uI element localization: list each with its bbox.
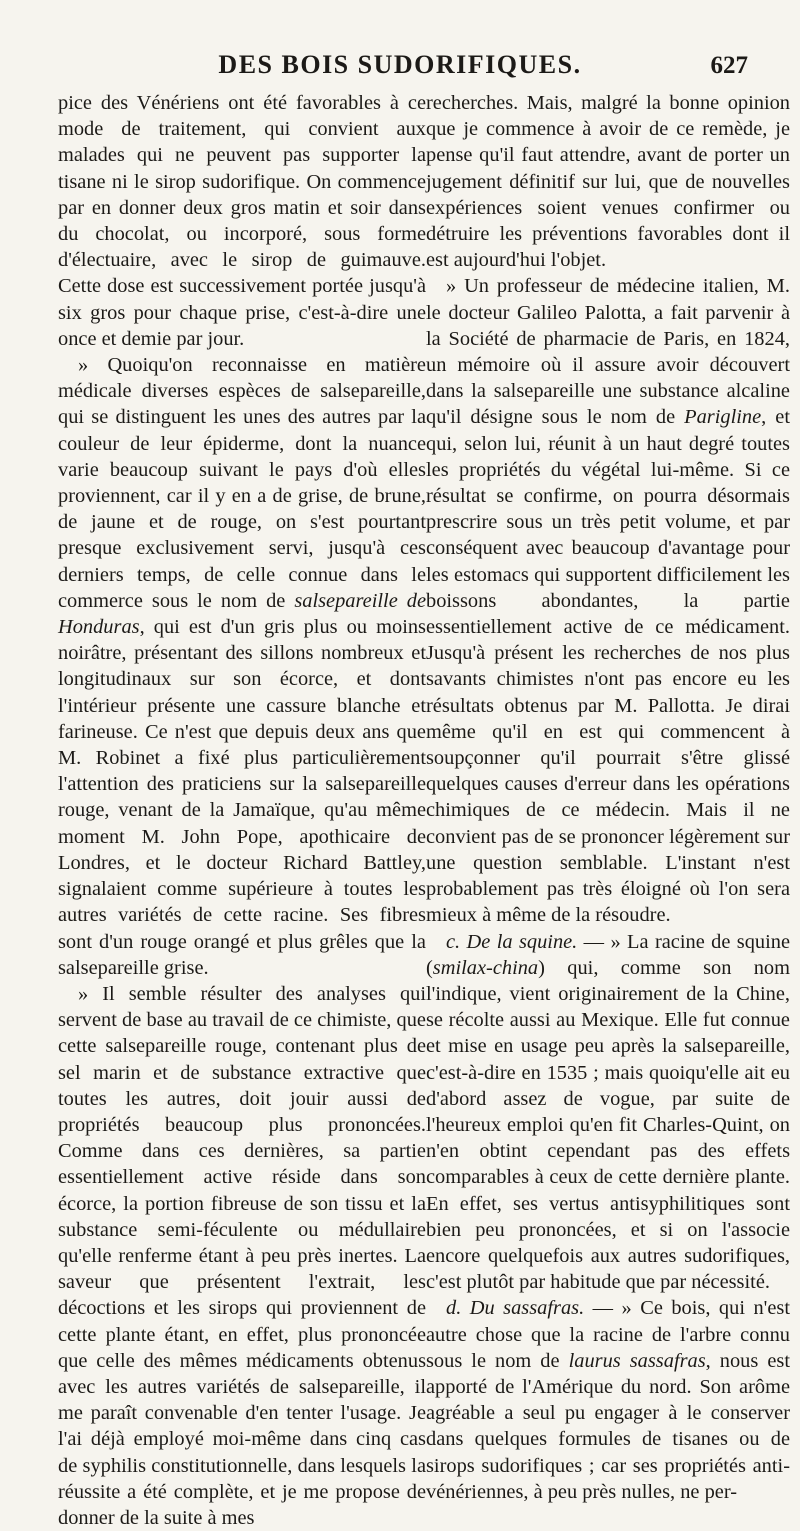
species-name: salsepareille de Honduras — [58, 589, 426, 639]
paragraph — [426, 90, 790, 273]
species-name: smilax-china — [432, 956, 539, 979]
paragraph — [58, 981, 426, 1531]
paragraph-text: ) qui, comme son nom l'indique, vient originairement de la Chine, se récolte aussi au Mexique. Elle fut connue et mise en usage peu après la salsepareille, c'est-à-dire en 1535 ; mais quoiqu'elle ait eu d'abord assez de vogue, par suite de l'heureux emploi qu'en fit Charles-Quint, on n'en obtint cependant pas des effets comparables à ceux de cette dernière plante. En effet, ses vertus antisyphilitiques sont bien peu prononcées, et si on l'associe encore quelquefois aux autres sudorifiques, c'est plutôt par habitude que par nécessité. — [426, 956, 790, 1294]
paragraph — [426, 273, 790, 928]
paragraph-text: pice des Vénériens ont été favorables à ce mode de traitement, qui convient aux malades qui ne peuvent pas supporter la tisane ni le sirop sudorifique. On commence par en donner deux gros matin et soir dans du chocolat, ou incorporé, sous forme d'électuaire, avec le sirop de guimauve. Cette dose est successivement portée jusqu'à six gros pour chaque prise, c'est-à-dire une once et demie par jour. — [58, 92, 426, 350]
page-header — [0, 48, 800, 84]
left-column — [58, 90, 426, 1531]
paragraph-text: » Il semble résulter des analyses qui servent de base au travail de ce chimiste, que cette salsepareille rouge, contenant plus de sel marin et de substance extractive que toutes les autres, doit jouir aussi de propriétés beaucoup plus prononcées. Comme dans ces dernières, sa partie essentiellement active réside dans son écorce, la portion fibreuse de son tissu et la substance semi-féculente ou médullaire qu'elle renferme étant à peu près inertes. La saveur que présentent l'extrait, les décoctions et les sirops qui proviennent de cette plante étant, en effet, plus prononcée que celle des mêmes médicaments obtenus avec les autres variétés de salsepareille, il me paraît convenable d'en tenter l'usage. Je l'ai déjà employé moi-même dans cinq cas de syphilis constitutionnelle, dans lesquels la réussite a été complète, et je me propose de donner de la suite à mes — [58, 982, 426, 1529]
section-label: d. Du sassafras. — [446, 1297, 585, 1320]
page-number: 627 — [710, 52, 748, 79]
species-name: laurus sassafras — [568, 1349, 706, 1372]
right-column — [426, 90, 790, 1505]
paragraph — [58, 90, 426, 352]
paragraph-text: » Quoiqu'on reconnaisse en matière médicale diverses espèces de salsepareille, qui se distinguent les unes des autres par la couleur de leur épiderme, dont la nuance varie beaucoup suivant le pays d'où elles proviennent, car il y en a de grise, de brune, de jaune et de rouge, on s'est pourtant presque exclusivement servi, jusqu'à ces derniers temps, de celle connue dans le commerce sous le nom de — [58, 354, 426, 612]
paragraph — [426, 929, 790, 1296]
paragraph — [58, 352, 426, 981]
paragraph-text: , et qui, selon lui, réunit à un haut degré toutes les propriétés du végétal lui-même. Si ce résultat se confirme, on pourra désormais prescrire sous un très petit volume, et par conséquent avec beaucoup d'avantage pour les estomacs qui supportent difficilement les boissons abondantes, la partie essentiellement active de ce médicament. Jusqu'à présent les recherches de nos plus savants chimistes n'ont pas encore eu les résultats obtenus par M. Pallotta. Je dirai même qu'il en est qui commencent à soupçonner qu'il pourrait s'être glissé quelques causes d'erreur dans les opérations chimiques de ce médecin. Mais il ne convient pas de se prononcer légèrement sur une question semblable. L'instant n'est probablement pas très éloigné où l'on sera mieux à même de la résoudre. — [426, 406, 790, 927]
paragraph-text: — » La racine de squine ( — [426, 930, 790, 979]
section-label: c. De la squine. — [446, 930, 578, 953]
paragraph-text: , qui est d'un gris plus ou moins noirâtre, présentant des sillons nombreux et longitudinaux sur son écorce, et dont l'intérieur présente une cassure blanche et farineuse. Ce n'est que depuis deux ans que M. Robinet a fixé plus particulièrement l'attention des praticiens sur la salsepareille rouge, venant de la Jamaïque, qu'au même moment M. John Pope, apothicaire de Londres, et le docteur Richard Battley, signalaient comme supérieure à toutes les autres variétés de cette racine. Ses fibres sont d'un rouge orangé et plus grêles que la salsepareille grise. — [58, 616, 426, 979]
paragraph-text: » Un professeur de médecine italien, M. le docteur Galileo Palotta, a fait parvenir à la Société de pharmacie de Paris, en 1824, un mémoire où il assure avoir découvert dans la salsepareille une substance alcaline qu'il désigne sous le nom de — [426, 275, 790, 429]
paragraph-text: — » Ce bois, qui n'est autre chose que la racine de l'arbre connu sous le nom de — [426, 1297, 790, 1372]
running-title: DES BOIS SUDORIFIQUES. — [218, 50, 582, 79]
paragraph-text: recherches. Mais, malgré la bonne opinion que je commence à avoir de ce remède, je pense qu'il faut attendre, avant de porter un jugement définitif sur lui, que de nouvelles expériences soient venues confirmer ou détruire les préventions favorables dont il est aujourd'hui l'objet. — [426, 92, 790, 272]
paragraph-text: , nous est apporté de l'Amérique du nord. Son arôme agréable a seul pu engager à le conserver dans quelques formules de tisanes ou de sirops sudorifiques ; car ses propriétés anti-vénériennes, à peu près nulles, ne per- — [426, 1349, 790, 1503]
substance-name: Parigline — [684, 406, 762, 429]
paragraph — [426, 1295, 790, 1505]
